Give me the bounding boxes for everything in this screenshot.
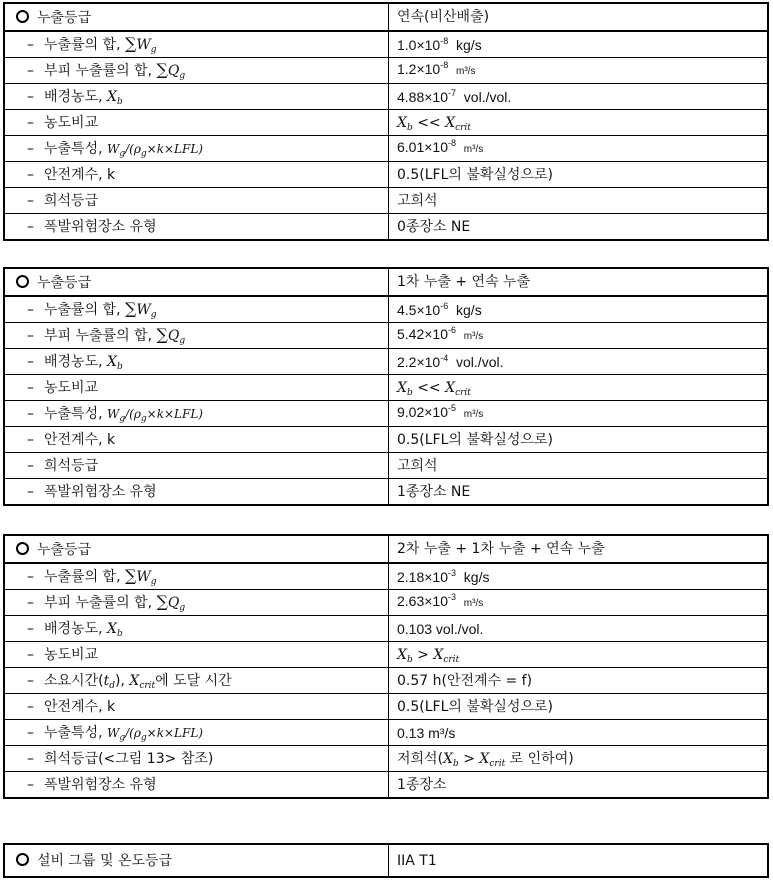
row-label: 농도비교	[44, 646, 99, 663]
row-value: 1종장소	[389, 772, 769, 799]
row-label: 누출률의 합,	[44, 569, 121, 585]
comparison-operator: <<	[417, 379, 446, 396]
row-label: 안전계수, k	[44, 166, 116, 183]
row-label: 누출특성,	[44, 405, 103, 422]
group-label: 설비 그룹 및 온도등급	[37, 853, 173, 869]
bullet-circle-icon	[16, 853, 29, 866]
row-label: 폭발위험장소 유형	[44, 483, 157, 500]
table-row	[4, 136, 768, 162]
dash-marker: –	[27, 218, 34, 235]
value-mantissa: 2.18×10	[397, 568, 448, 585]
release-table-primary	[3, 267, 769, 506]
release-characteristic-formula: $W_g/(\rho_g\times k\times LFL)$	[107, 406, 203, 424]
dash-marker: –	[27, 192, 34, 209]
value-mantissa: 5.42×10	[397, 326, 448, 342]
bullet-circle-icon	[16, 10, 29, 23]
group-value: IIA T1	[389, 844, 769, 877]
row-label: 누출특성,	[44, 140, 103, 157]
dash-marker: –	[27, 483, 34, 500]
value-unit: m³/s	[456, 66, 476, 77]
row-label: 누출특성,	[44, 724, 103, 741]
table-row: – 소요시간$(t_d)$, $X_{crit}$에 도달 시간 0.57 h(안전계수 = f)	[4, 668, 768, 694]
xcrit-symbol: $X_{crit}$	[445, 379, 471, 398]
dash-marker: –	[27, 431, 34, 448]
value-mantissa: 1.0×10	[397, 36, 441, 53]
row-label: 부피 누출률의 합,	[44, 595, 153, 611]
dash-marker: –	[27, 302, 34, 318]
value-post: 로 인하여)	[505, 750, 574, 767]
row-value: 0.103 vol./vol.	[389, 616, 769, 642]
row-value: 0.5(LFL의 불확실성으로)	[389, 694, 769, 720]
table-row	[4, 453, 768, 479]
xb-symbol: $X_b$	[443, 750, 459, 769]
table-header-row	[4, 3, 768, 31]
header-value: 1차 누출 + 연속 누출	[389, 268, 769, 296]
value-unit: m³/s	[463, 144, 484, 155]
dash-marker: –	[27, 457, 34, 474]
value-mantissa: 2.2×10	[397, 353, 441, 370]
row-label: 폭발위험장소 유형	[44, 776, 157, 793]
value-unit: vol./vol.	[456, 353, 504, 370]
table-header-row	[4, 268, 768, 296]
xb-symbol: $X_b$	[397, 114, 413, 133]
xb-symbol: $X_b$	[107, 353, 123, 372]
table-row	[4, 616, 768, 642]
value-exponent: -6	[448, 325, 457, 335]
table-row	[4, 58, 768, 84]
release-table-secondary	[3, 534, 769, 799]
row-label-mid: ),	[114, 672, 125, 689]
table-row	[4, 110, 768, 136]
value-pre: 저희석(	[397, 750, 444, 767]
dash-marker: –	[27, 776, 34, 793]
equipment-group-table	[3, 843, 769, 878]
value-mantissa: 4.88×10	[397, 88, 448, 105]
dash-marker: –	[27, 724, 34, 741]
value-mantissa: 6.01×10	[397, 139, 448, 155]
sum-wg-symbol: $\sum W_g$	[124, 566, 157, 587]
table-row	[4, 214, 768, 241]
value-exponent: -7	[448, 87, 457, 98]
dash-marker: –	[27, 672, 34, 689]
value-mantissa: 1.2×10	[397, 61, 441, 77]
dash-marker: –	[27, 379, 34, 396]
row-label: 폭발위험장소 유형	[44, 218, 157, 235]
bullet-circle-icon	[16, 542, 29, 555]
dash-marker: –	[27, 63, 34, 79]
release-characteristic-formula: $W_g/(\rho_g\times k\times LFL)$	[107, 141, 203, 159]
xb-symbol: $X_b$	[397, 379, 413, 398]
row-value: 1종장소 NE	[389, 479, 769, 506]
row-label: 배경농도,	[44, 353, 103, 370]
row-label: 부피 누출률의 합,	[44, 63, 153, 79]
header-value: 연속(비산배출)	[389, 3, 769, 31]
value-exponent: -8	[440, 60, 449, 70]
row-value: 0.5(LFL의 불확실성으로)	[389, 427, 769, 453]
row-value: 0.57 h(안전계수 = f)	[389, 668, 769, 694]
sum-qg-symbol: $\sum Q_g$	[156, 325, 186, 346]
row-label: 희석등급	[44, 457, 99, 474]
table-header-row	[4, 844, 768, 877]
table-row	[4, 694, 768, 720]
row-label: 누출률의 합,	[44, 37, 121, 53]
xb-symbol: $X_b$	[397, 646, 413, 665]
table-row	[4, 349, 768, 375]
row-label: 농도비교	[44, 379, 99, 396]
row-value: 0종장소 NE	[389, 214, 769, 241]
dash-marker: –	[27, 114, 34, 131]
dash-marker: –	[27, 166, 34, 183]
value-exponent: -8	[440, 35, 449, 46]
value-mantissa: 2.63×10	[397, 593, 448, 609]
value-unit: m³/s	[463, 598, 484, 609]
dash-marker: –	[27, 698, 34, 715]
table-row	[4, 479, 768, 506]
header-value: 2차 누출 + 1차 누출 + 연속 누출	[389, 535, 769, 563]
value-exponent: -8	[448, 138, 457, 148]
value-unit: m³/s	[463, 331, 484, 342]
table-row	[4, 162, 768, 188]
value-exponent: -3	[448, 567, 457, 578]
header-label: 누출등급	[37, 9, 92, 26]
dash-marker: –	[27, 328, 34, 344]
bullet-circle-icon	[16, 275, 29, 288]
dash-marker: –	[27, 140, 34, 157]
dash-marker: –	[27, 569, 34, 585]
table-row	[4, 772, 768, 799]
table-row: – 희석등급(<그림 13> 참조) 저희석($X_b > X_{crit}$ 로 인하여)	[4, 746, 768, 772]
row-label: 배경농도,	[44, 620, 103, 637]
row-label-post: 에 도달 시간	[155, 672, 232, 689]
table-row	[4, 375, 768, 401]
dash-marker: –	[27, 750, 34, 767]
table-header-row	[4, 535, 768, 563]
row-label: 누출률의 합,	[44, 302, 121, 318]
value-unit: kg/s	[456, 301, 482, 318]
value-exponent: -3	[448, 592, 457, 602]
row-label: 배경농도,	[44, 88, 103, 105]
release-characteristic-formula: $W_g/(\rho_g\times k\times LFL)$	[107, 725, 203, 743]
xb-symbol: $X_b$	[107, 88, 123, 107]
value-unit: vol./vol.	[463, 88, 512, 105]
dash-marker: –	[27, 37, 34, 53]
table-row	[4, 323, 768, 349]
row-value: 0.5(LFL의 불확실성으로)	[389, 162, 769, 188]
comparison-operator: <<	[417, 114, 446, 131]
xcrit-symbol: $X_{crit}$	[433, 646, 460, 665]
dash-marker: –	[27, 620, 34, 637]
sum-wg-symbol: $\sum W_g$	[124, 299, 157, 320]
xb-symbol: $X_b$	[107, 620, 123, 639]
row-label: 부피 누출률의 합,	[44, 328, 153, 344]
value-exponent: -5	[448, 403, 457, 413]
value-unit: m³/s	[463, 409, 484, 420]
release-table-continuous	[3, 2, 769, 241]
xcrit-symbol: $X_{crit}$	[129, 672, 156, 691]
row-label-pre: 소요시간(	[44, 672, 104, 689]
row-value: 0.13 m³/s	[389, 720, 769, 746]
dash-marker: –	[27, 88, 34, 105]
value-unit: kg/s	[456, 36, 482, 53]
row-label: 안전계수, k	[44, 431, 116, 448]
row-value: 고희석	[389, 188, 769, 214]
value-exponent: -6	[440, 300, 449, 311]
row-label: 희석등급	[44, 192, 99, 209]
row-value: 고희석	[389, 453, 769, 479]
table-row	[4, 720, 768, 746]
dash-marker: –	[27, 595, 34, 611]
table-row	[4, 31, 768, 58]
row-label: 안전계수, k	[44, 698, 116, 715]
value-exponent: -4	[440, 352, 449, 363]
dash-marker: –	[27, 646, 34, 663]
table-row	[4, 590, 768, 616]
row-label: 희석등급(<그림 13> 참조)	[44, 750, 214, 767]
header-label: 누출등급	[37, 274, 92, 291]
sum-wg-symbol: $\sum W_g$	[124, 34, 157, 55]
dash-marker: –	[27, 405, 34, 422]
table-row	[4, 427, 768, 453]
xcrit-symbol: $X_{crit}$	[479, 750, 506, 769]
table-row	[4, 84, 768, 110]
table-row	[4, 642, 768, 668]
comparison-operator: >	[412, 646, 434, 663]
sum-qg-symbol: $\sum Q_g$	[156, 60, 186, 81]
table-row	[4, 563, 768, 590]
value-mantissa: 4.5×10	[397, 301, 441, 318]
table-row	[4, 401, 768, 427]
value-unit: kg/s	[463, 568, 490, 585]
table-row	[4, 296, 768, 323]
table-row	[4, 188, 768, 214]
dash-marker: –	[27, 353, 34, 370]
xcrit-symbol: $X_{crit}$	[445, 114, 471, 133]
value-mantissa: 9.02×10	[397, 404, 448, 420]
header-label: 누출등급	[37, 541, 92, 558]
row-label: 농도비교	[44, 114, 99, 131]
sum-qg-symbol: $\sum Q_g$	[156, 592, 186, 613]
td-subscript: d	[109, 680, 115, 691]
